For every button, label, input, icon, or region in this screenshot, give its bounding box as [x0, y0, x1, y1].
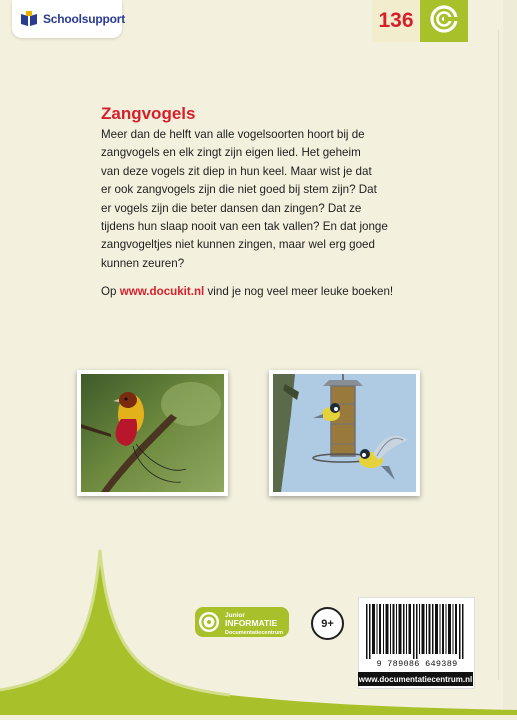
description-line: van deze vogels zit diep in hun keel. Maar wist je dat — [101, 164, 372, 178]
description-line: tijdens hun slaap nooit van een tak vallen? En dat jonge — [101, 220, 388, 234]
book-number: 136 — [372, 0, 420, 42]
page-title: Zangvogels — [101, 104, 196, 123]
brand-name: Schoolsupport — [43, 12, 126, 26]
description-line: zangvogeltjes niet kunnen zingen, maar wel erg goed — [101, 238, 375, 252]
description-line: er vogels zijn die beter dansen dan zingen? Dat ze — [101, 201, 362, 215]
book-icon — [20, 11, 38, 27]
publisher-url[interactable]: www.documentatiecentrum.nl — [358, 672, 473, 686]
series-label-informatie: INFORMATIE — [225, 618, 278, 628]
promo-prefix: Op — [101, 285, 120, 298]
isbn-number: 9 789086 649389 — [376, 659, 458, 669]
schoolsupport-logo[interactable] — [12, 0, 126, 38]
series-label-documentatiecentrum: Documentatiecentrum — [225, 630, 284, 636]
series-label-junior: Junior — [225, 612, 245, 619]
spiral-icon — [430, 5, 458, 38]
age-badge: 9+ — [311, 607, 344, 640]
junior-informatie-logo — [195, 605, 291, 644]
description-text — [101, 126, 401, 273]
description-line: er ook zangvogels zijn die niet goed bij stem zijn? Dat — [101, 183, 377, 197]
birds-at-feeder-photo — [269, 370, 420, 496]
bird-of-paradise-photo — [77, 370, 228, 496]
series-badge — [420, 0, 468, 42]
description-line: kunnen zeuren? — [101, 256, 185, 270]
description-line: Meer dan de helft van alle vogelsoorten hoort bij de — [101, 128, 365, 141]
docukit-link[interactable]: www.docukit.nl — [119, 285, 205, 298]
description-line: zangvogels en elk zingt zijn eigen lied. Het geheim — [101, 146, 361, 160]
promo-suffix: vind je nog veel meer leuke boeken! — [204, 285, 394, 298]
promo-text — [101, 285, 393, 298]
